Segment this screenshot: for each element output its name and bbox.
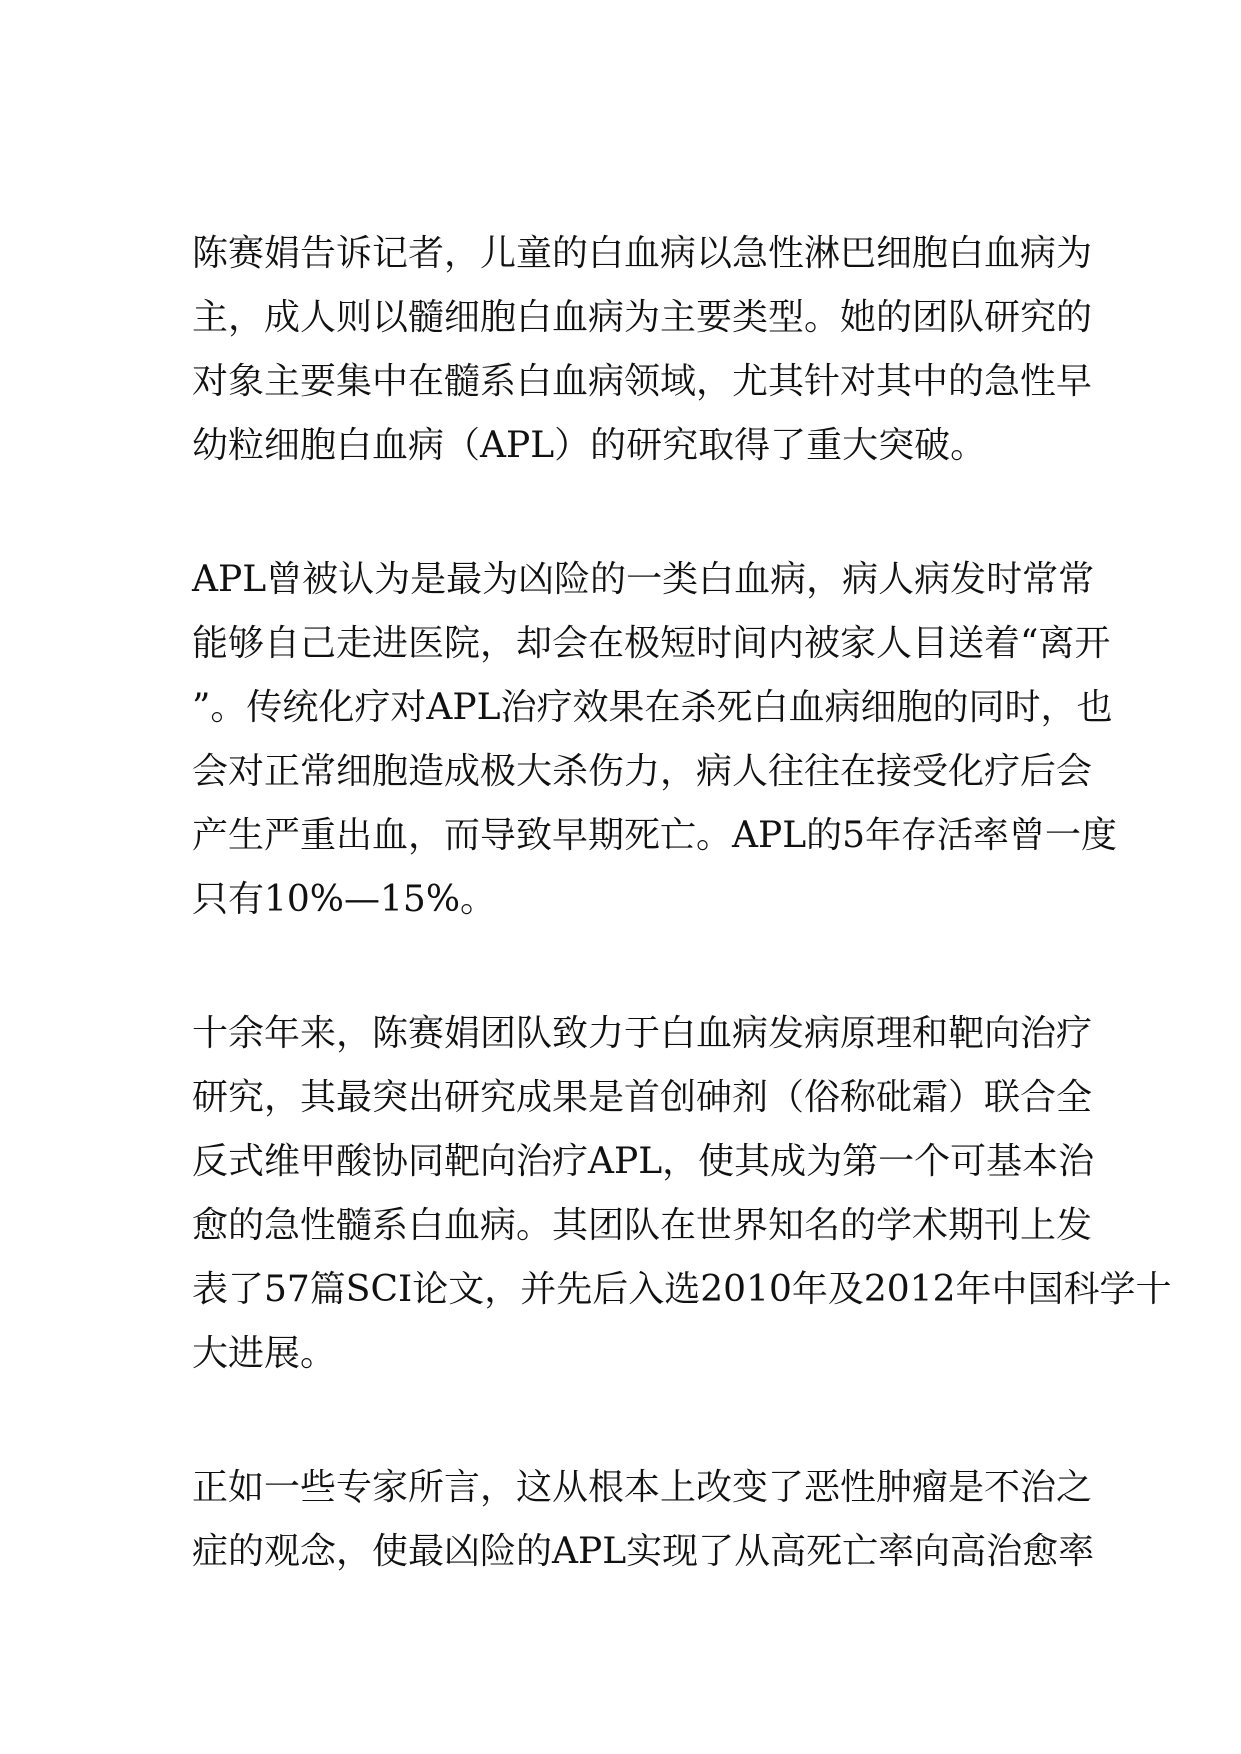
text-line: 主，成人则以髓细胞白血病为主要类型。她的团队研究的 xyxy=(192,297,1093,338)
text-line: 研究，其最突出研究成果是首创砷剂（俗称砒霜）联合全 xyxy=(192,1077,1093,1118)
text-line: 只有10%—15%。 xyxy=(192,879,497,920)
paragraph-3 xyxy=(192,1002,1172,1386)
text-line: APL曾被认为是最为凶险的一类白血病，病人病发时常常 xyxy=(192,559,1095,600)
text-line: 能够自己走进医院，却会在极短时间内被家人目送着“离开 xyxy=(192,623,1111,664)
paragraph-1 xyxy=(192,222,1093,478)
text-line: 表了57篇SCI论文，并先后入选2010年及2012年中国科学十 xyxy=(192,1269,1172,1310)
text-line: 产生严重出血，而导致早期死亡。APL的5年存活率曾一度 xyxy=(192,815,1118,856)
paragraph-4 xyxy=(192,1456,1095,1584)
article-body xyxy=(192,222,1172,1584)
text-line: 反式维甲酸协同靶向治疗APL，使其成为第一个可基本治 xyxy=(192,1141,1095,1182)
text-line: 大进展。 xyxy=(192,1333,337,1374)
text-line: 会对正常细胞造成极大杀伤力，病人往往在接受化疗后会 xyxy=(192,751,1093,792)
text-line: 十余年来，陈赛娟团队致力于白血病发病原理和靶向治疗 xyxy=(192,1013,1093,1054)
paragraph-spacer xyxy=(192,478,1052,548)
text-line: ”。传统化疗对APL治疗效果在杀死白血病细胞的同时，也 xyxy=(192,687,1113,728)
paragraph-2 xyxy=(192,548,1118,932)
text-line: 陈赛娟告诉记者，儿童的白血病以急性淋巴细胞白血病为 xyxy=(192,233,1093,274)
text-line: 幼粒细胞白血病（APL）的研究取得了重大突破。 xyxy=(192,425,987,466)
paragraph-spacer xyxy=(192,932,1052,1002)
paragraph-spacer xyxy=(192,1386,1052,1456)
text-line: 正如一些专家所言，这从根本上改变了恶性肿瘤是不治之 xyxy=(192,1467,1093,1508)
text-line: 症的观念，使最凶险的APL实现了从高死亡率向高治愈率 xyxy=(192,1531,1095,1572)
text-line: 愈的急性髓系白血病。其团队在世界知名的学术期刊上发 xyxy=(192,1205,1093,1246)
text-line: 对象主要集中在髓系白血病领域，尤其针对其中的急性早 xyxy=(192,361,1093,402)
